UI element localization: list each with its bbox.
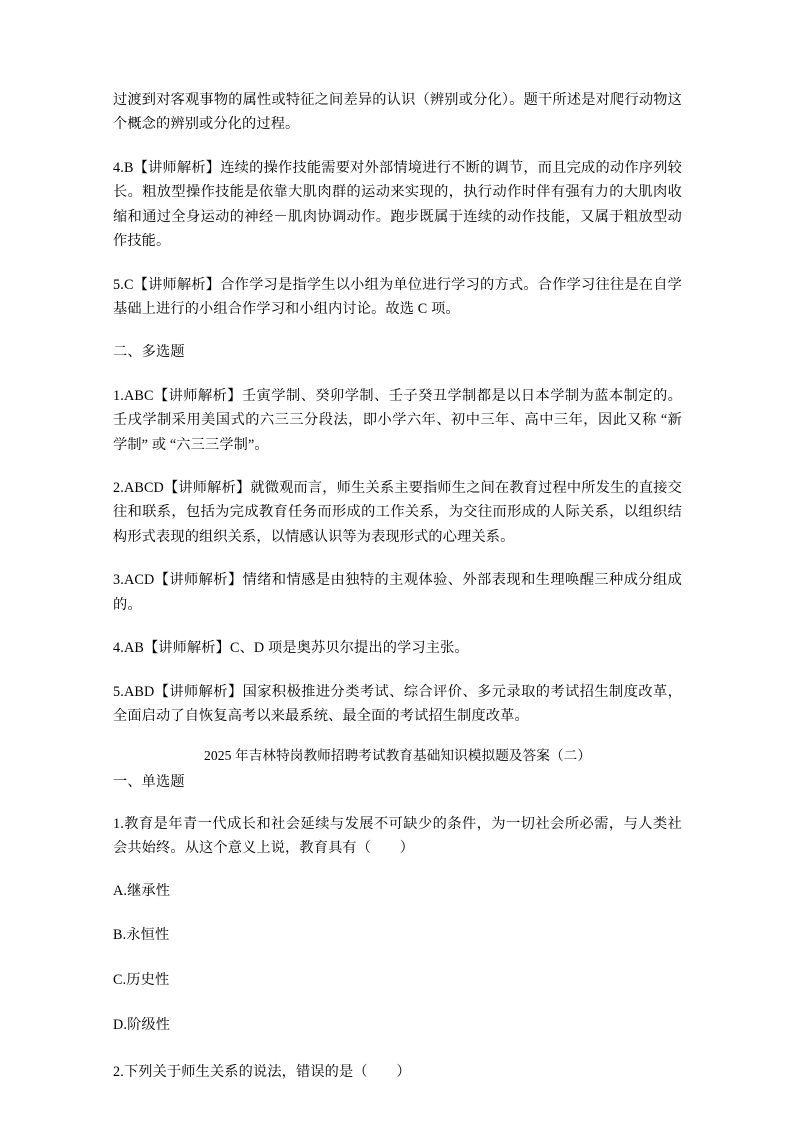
paragraph-continued: 过渡到对客观事物的属性或特征之间差异的认识（辨别或分化）。题干所述是对爬行动物这个概念的辨别或分化的过程。	[113, 92, 682, 133]
answer-explanation-5-single: 5.C【讲师解析】合作学习是指学生以小组为单位进行学习的方式。合作学习往往是在自学基础上进行的小组合作学习和小组内讨论。故选 C 项。	[113, 276, 682, 317]
new-paper-title: 2025 年吉林特岗教师招聘考试教育基础知识模拟题及答案（二）	[203, 748, 592, 764]
question-1-stem: 1.教育是年青一代成长和社会延续与发展不可缺少的条件，为一切社会所必需，与人类社会共始终。从这个意义上说，教育具有（ ）	[113, 815, 682, 857]
answer-explanation-2-multi: 2.ABCD【讲师解析】就微观而言，师生关系主要指师生之间在教育过程中所发生的直接交往和联系，包括为完成教育任务而形成的工作关系，为交往而形成的人际关系，以组织结构形式表现的组织关系，以情感认识等为表现形式的心理关系。	[113, 480, 682, 545]
answer-explanation-1-multi: 1.ABC【讲师解析】壬寅学制、癸卯学制、壬子癸丑学制都是以日本学制为蓝本制定的。壬戌学制采用美国式的六三三分段法，即小学六年、初中三年、高中三年，因此又称 “新学制” 或 “六三三学制”。	[113, 387, 682, 453]
question-1-option-c: C.历史性	[113, 972, 170, 989]
section-heading-single-choice: 一、单选题	[113, 774, 185, 791]
answer-explanation-4-multi: 4.AB【讲师解析】C、D 项是奥苏贝尔提出的学习主张。	[113, 640, 469, 657]
section-heading-multiple-choice: 二、多选题	[113, 344, 185, 361]
question-1-option-d: D.阶级性	[113, 1016, 171, 1033]
answer-explanation-4-single: 4.B【讲师解析】连续的操作技能需要对外部情境进行不断的调节，而且完成的动作序列较长。粗放型操作技能是依靠大肌肉群的运动来实现的，执行动作时伴有强有力的大肌肉收缩和通过全身运动的神经－肌肉协调动作。跑步既属于连续的动作技能，又属于粗放型动作技能。	[113, 159, 682, 250]
answer-explanation-3-multi: 3.ACD【讲师解析】情绪和情感是由独特的主观体验、外部表现和生理唤醒三种成分组成的。	[113, 572, 682, 613]
question-2-stem: 2.下列关于师生关系的说法，错误的是（ ）	[113, 1063, 411, 1080]
question-1-option-b: B.永恒性	[113, 927, 170, 944]
answer-explanation-5-multi: 5.ABD【讲师解析】国家积极推进分类考试、综合评价、多元录取的考试招生制度改革，全面启动了自恢复高考以来最系统、最全面的考试招生制度改革。	[113, 683, 682, 725]
question-1-option-a: A.继承性	[113, 882, 171, 899]
